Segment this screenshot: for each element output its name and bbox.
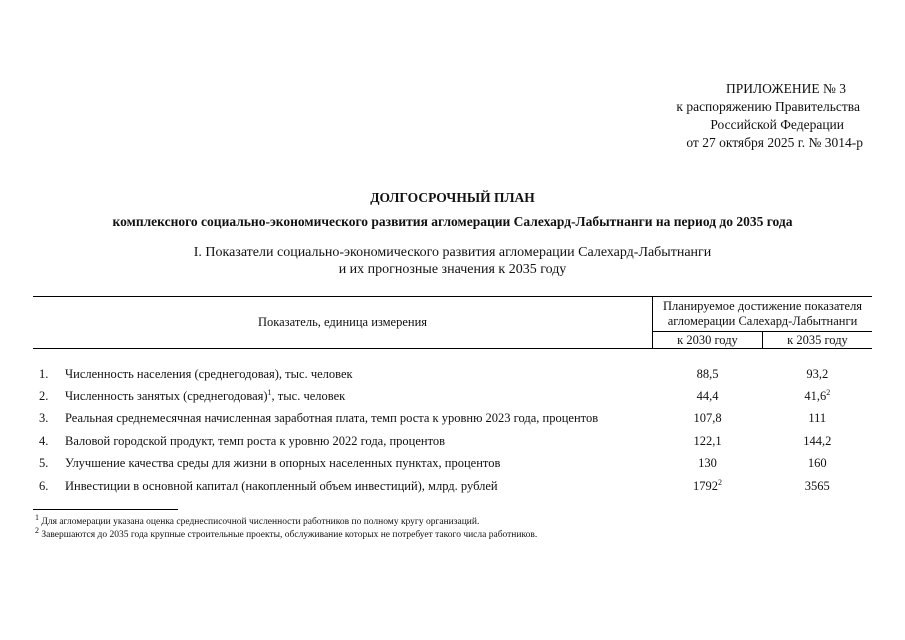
table-row [33, 475, 872, 497]
header-plan [653, 297, 873, 332]
header-2035: к 2035 году [763, 332, 873, 349]
header-plan-line-2: агломерации Салехард-Лабытнанги [667, 314, 858, 328]
table-row [33, 453, 872, 475]
appendix-line-1: к распоряжению Правительства [676, 99, 860, 114]
document-titles [0, 190, 905, 278]
value-2035: 3565 [804, 478, 830, 493]
value-2030: 88,5 [696, 366, 719, 381]
table-row [33, 385, 872, 407]
row-label: Реальная среднемесячная начисленная заработная плата, темп роста к уровню 2023 года, процентов [65, 411, 599, 426]
value-2030: 1792$^2$ [693, 477, 722, 493]
header-indicator: Показатель, единица измерения [33, 297, 653, 349]
value-2030: 122,1 [693, 433, 722, 448]
indicators-table [33, 296, 872, 497]
section-heading-line-2: и их прогнозные значения к 2035 году [338, 262, 567, 277]
value-2035: 41,6$^2$ [804, 387, 831, 404]
value-2030: 107,8 [693, 411, 722, 426]
row-number: 5. [39, 456, 49, 471]
footnote-ref: 2 [826, 387, 831, 397]
row-number: 3. [39, 411, 49, 426]
value-2035: 144,2 [803, 433, 832, 448]
footnote-2: $^2$ Завершаются до 2035 года крупные строительные проекты, обслуживание которых не потребует такого числа работников. [35, 525, 538, 540]
footnote-mark: 2 [35, 525, 39, 535]
row-label: Численность занятых (среднегодовая)$^1$, тыс. человек [65, 387, 346, 404]
row-label: Валовой городской продукт, темп роста к уровню 2022 года, процентов [65, 433, 446, 448]
row-number: 2. [39, 389, 49, 404]
value-2030: 130 [698, 456, 717, 471]
footnotes [35, 512, 538, 542]
row-label: Численность населения (среднегодовая), тыс. человек [65, 366, 353, 381]
row-label: Инвестиции в основной капитал (накопленный объем инвестиций), млрд. рублей [65, 478, 498, 493]
row-number: 4. [39, 433, 49, 448]
value-2035: 111 [808, 411, 827, 426]
section-heading-line-1: I. Показатели социально-экономического развития агломерации Салехард-Лабытнанги [193, 245, 712, 260]
footnote-ref: 1 [267, 387, 272, 397]
header-plan-line-1: Планируемое достижение показателя [662, 299, 863, 313]
document-subtitle: комплексного социально-экономического развития агломерации Салехард-Лабытнанги на период до 2035 года [112, 214, 793, 229]
appendix-line-3: от 27 октября 2025 г. № 3014-р [686, 135, 863, 150]
appendix-line-2: Российской Федерации [710, 117, 844, 132]
section-heading [0, 244, 905, 278]
value-2035: 160 [807, 456, 827, 471]
footnote-1: $^1$ Для агломерации указана оценка среднесписочной численности работников по полному кругу организаций. [35, 512, 480, 527]
row-number: 1. [39, 366, 49, 381]
appendix-title: ПРИЛОЖЕНИЕ № 3 [725, 81, 846, 96]
row-number: 6. [39, 478, 49, 493]
document-title: ДОЛГОСРОЧНЫЙ ПЛАН [370, 190, 535, 205]
value-2030: 44,4 [696, 389, 719, 404]
table-row [33, 363, 872, 385]
value-2035: 93,2 [806, 366, 829, 381]
footnote-separator [33, 509, 178, 510]
appendix-block [676, 80, 863, 152]
header-2030: к 2030 году [653, 332, 763, 349]
table-row [33, 408, 872, 430]
table-row [33, 430, 872, 452]
row-label: Улучшение качества среды для жизни в опорных населенных пунктах, процентов [65, 456, 501, 471]
footnote-ref: 2 [718, 477, 722, 487]
footnote-mark: 1 [35, 512, 39, 522]
